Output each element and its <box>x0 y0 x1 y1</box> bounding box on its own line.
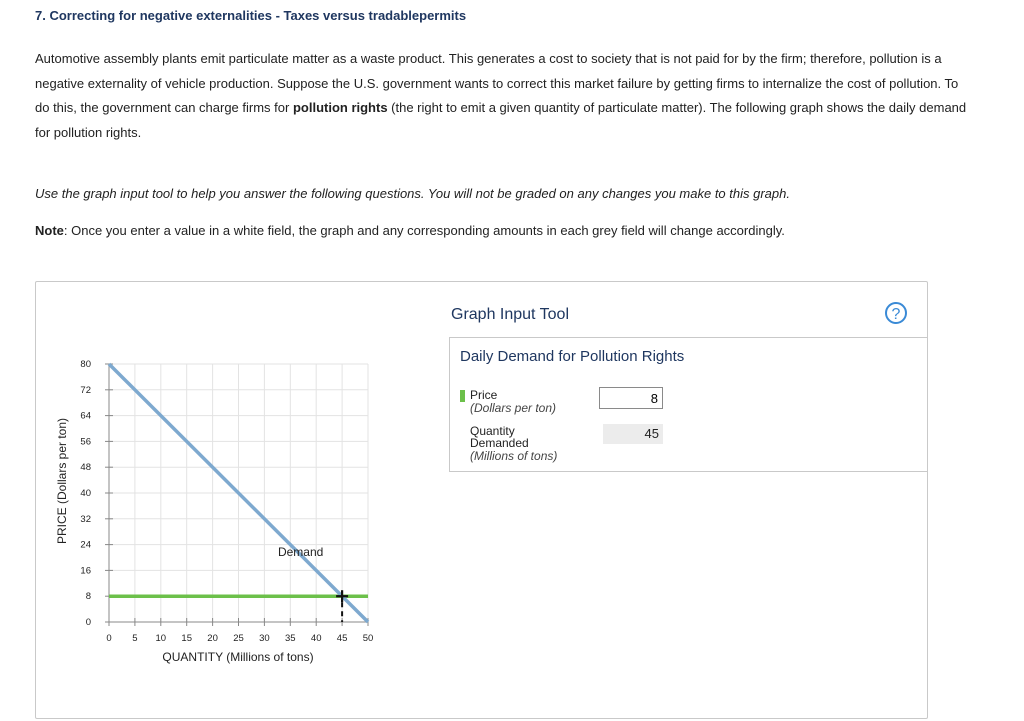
x-tick-label: 5 <box>132 633 138 644</box>
graph-input-tool-box <box>449 337 927 472</box>
price-input[interactable] <box>599 387 663 409</box>
y-tick-label: 24 <box>80 539 91 551</box>
y-tick-label: 40 <box>80 488 91 499</box>
x-tick-label: 35 <box>285 633 296 644</box>
y-axis-label: PRICE (Dollars per ton) <box>55 417 69 545</box>
x-tick-label: 0 <box>106 633 112 644</box>
paragraph-bold: pollution rights <box>292 100 388 115</box>
x-tick-label: 30 <box>259 633 270 644</box>
question-paragraph <box>35 47 975 145</box>
x-tick-label: 40 <box>310 633 322 644</box>
x-tick-label: 50 <box>362 633 374 644</box>
y-tick-label: 48 <box>80 462 91 474</box>
graph-panel <box>35 281 928 719</box>
x-tick-label: 15 <box>181 633 192 644</box>
price-unit: (Dollars per ton) <box>470 401 557 415</box>
x-axis-label: QUANTITY (Millions of tons) <box>162 650 314 664</box>
y-tick-label: 0 <box>85 617 91 628</box>
help-icon[interactable]: ? <box>885 302 907 324</box>
quantity-label-line1: Quantity <box>470 424 515 438</box>
graph-input-tool-title: Graph Input Tool <box>451 306 570 323</box>
note-body: : Once you enter a value in a white field, the graph and any corresponding amounts in each grey field will change accordingly. <box>63 223 785 238</box>
price-legend-swatch <box>460 390 465 402</box>
question-title: 7. Correcting for negative externalities - Taxes versus tradablepermits <box>35 8 467 23</box>
demand-label: Demand <box>277 544 324 559</box>
note-text <box>35 223 785 238</box>
paragraph-part-2: (the right to emit a given quantity of particulate matter). The following graph shows the daily demand for pollution rights. <box>35 100 967 140</box>
x-tick-label: 10 <box>155 633 167 644</box>
x-tick-label: 25 <box>233 633 244 644</box>
y-tick-label: 80 <box>80 359 91 370</box>
note-label: Note <box>35 223 64 238</box>
demand-chart[interactable] <box>36 282 436 702</box>
y-tick-label: 64 <box>80 410 91 422</box>
x-tick-label: 45 <box>336 633 348 644</box>
quantity-unit: (Millions of tons) <box>470 449 558 463</box>
x-tick-label: 20 <box>207 633 218 644</box>
y-tick-label: 16 <box>80 565 91 577</box>
quantity-demanded-field: 45 <box>603 424 663 444</box>
paragraph-part-1: Automotive assembly plants emit particulate matter as a waste product. This generates a cost to society that is not paid for by the firm; therefore, pollution is a negative externality of vehicle production. Suppose the U.S. government wants to correct this market failure by getting firms to internalize the cost of pollution. To do this, the government can charge firms for <box>35 51 959 115</box>
y-tick-label: 72 <box>80 384 91 396</box>
instruction-text: Use the graph input tool to help you answer the following questions. You will not be graded on any changes you make to this graph. <box>35 186 790 201</box>
price-label: Price <box>470 388 498 402</box>
y-tick-label: 56 <box>80 436 91 448</box>
tool-subtitle: Daily Demand for Pollution Rights <box>460 348 685 365</box>
y-tick-label: 8 <box>85 591 91 603</box>
quantity-label-line2: Demanded <box>470 436 529 450</box>
y-tick-label: 32 <box>80 513 91 525</box>
